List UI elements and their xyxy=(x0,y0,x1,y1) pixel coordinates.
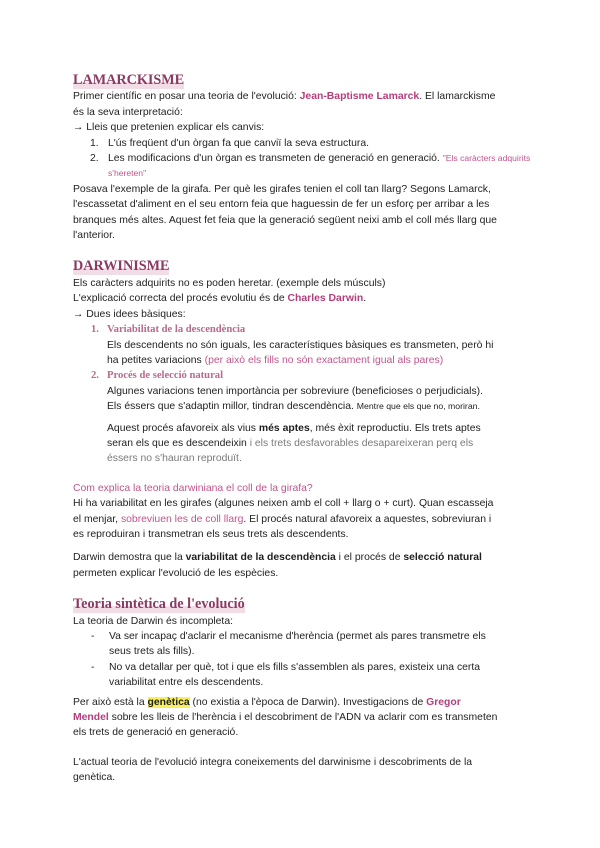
acquired-traits-note: "Els caràcters adquirits s'hereten" xyxy=(108,153,531,179)
lamarck-name: Jean-Baptisme Lamarck xyxy=(299,91,420,103)
list-item: 1. L'ús freqüent d'un òrgan fa que canviï la seva estructura. xyxy=(90,137,370,149)
idea-1-body: Els descendents no són iguals, les característiques bàsiques es transmeten, però hi ha petites variacions (per això els fills no són exactament igual als pares) xyxy=(107,339,494,366)
list-item: 2. Procés de selecció natural xyxy=(91,370,224,382)
idea-2-body: Algunes variacions tenen importància per sobreviure (beneficioses o perjudicials). Els éssers que s'adaptin millor, tindran descendència. Mentre que els que no, moriran. Aquest procés afavoreix als vius més aptes, més èxit reproductiu. Els trets aptes seran els que es descendeixin i els trets desfavorables desapareixeran perq els éssers no s'hauran reproduït. xyxy=(107,385,483,465)
section-title-lamarckisme: LAMARCKISME xyxy=(73,72,185,88)
synthetic-list xyxy=(73,629,540,691)
synthetic-intro: La teoria de Darwin és incompleta: xyxy=(73,615,233,627)
section-title-synthetic-theory: Teoria sintètica de l'evolució xyxy=(73,596,245,613)
list-item: 2. Les modificacions d'un òrgan es transmeten de generació en generació. "Els caràcters adquirits s'hereten" xyxy=(90,153,531,179)
darwin-name: Charles Darwin xyxy=(287,293,364,305)
list-item: - No va detallar per què, tot i que els fills s'assemblen als pares, existeix una certa variabilitat entre els descendents. xyxy=(91,661,481,689)
darwin-conclusion: Darwin demostra que la variabilitat de la descendència i el procés de selecció natural permeten explicar l'evolució de les espècies. xyxy=(73,552,482,579)
idea-title-variability: Variabilitat de la descendència xyxy=(107,324,246,336)
lamarck-intro-2: és la seva interpretació: xyxy=(73,106,183,118)
genetics-highlight: genètica xyxy=(147,696,190,708)
darwin-line-2: L'explicació correcta del procés evolutiu és de Charles Darwin. xyxy=(73,293,367,305)
section-title-darwinisme: DARWINISME xyxy=(73,258,170,275)
list-item: - Va ser incapaç d'aclarir el mecanisme d'herència (permet als pares transmetre els seus trets als fills). xyxy=(91,631,486,658)
lamarck-intro: Primer científic en posar una teoria de l'evolució: Jean-Baptisme Lamarck. El lamarckisme xyxy=(73,91,496,103)
darwin-arrow-line: → Dues idees bàsiques: xyxy=(73,308,186,320)
lamarck-arrow-line: → Lleis que pretenien explicar els canvis: xyxy=(73,122,265,134)
darwin-ideas-list xyxy=(73,322,540,337)
final-para: L'actual teoria de l'evolució integra coneixements del darwinisme i descobriments de la genètica. xyxy=(73,756,473,784)
genetics-para: Per això està la genètica (no existia a l'època de Darwin). Investigacions de Gregor Mendel sobre les lleis de l'herència i el descobriment de l'ADN va aclarir com es transmeten els trets de generació en generació. xyxy=(73,696,498,739)
lamarck-giraffe-para: Posava l'exemple de la girafa. Per què les girafes tenien el coll tan llarg? Segons Lamarck, l'escassetat d'aliment en el seu entorn feia que haguessin de fer un esforç per arribar a les branques més altes. Aquest fet feia que la generació següent neixi amb el coll més llarg que l'anterior. xyxy=(73,183,497,242)
darwin-line-1: Els caràcters adquirits no es poden heretar. (exemple dels músculs) xyxy=(73,277,386,289)
idea-title-natural-selection: Procés de selecció natural xyxy=(107,370,224,382)
giraffe-answer: Hi ha variabilitat en les girafes (algunes neixen amb el coll + llarg o + curt). Quan escasseja el menjar, sobreviuen les de coll llarg. El procés natural afavoreix a aquestes, sobreviuran i es reproduiran i transmetran els seus trets als descendents. xyxy=(73,498,494,540)
list-item: 1. Variabilitat de la descendència xyxy=(91,324,246,336)
lamarck-laws-list xyxy=(73,136,540,182)
giraffe-question: Com explica la teoria darwiniana el coll de la girafa? xyxy=(73,482,313,494)
